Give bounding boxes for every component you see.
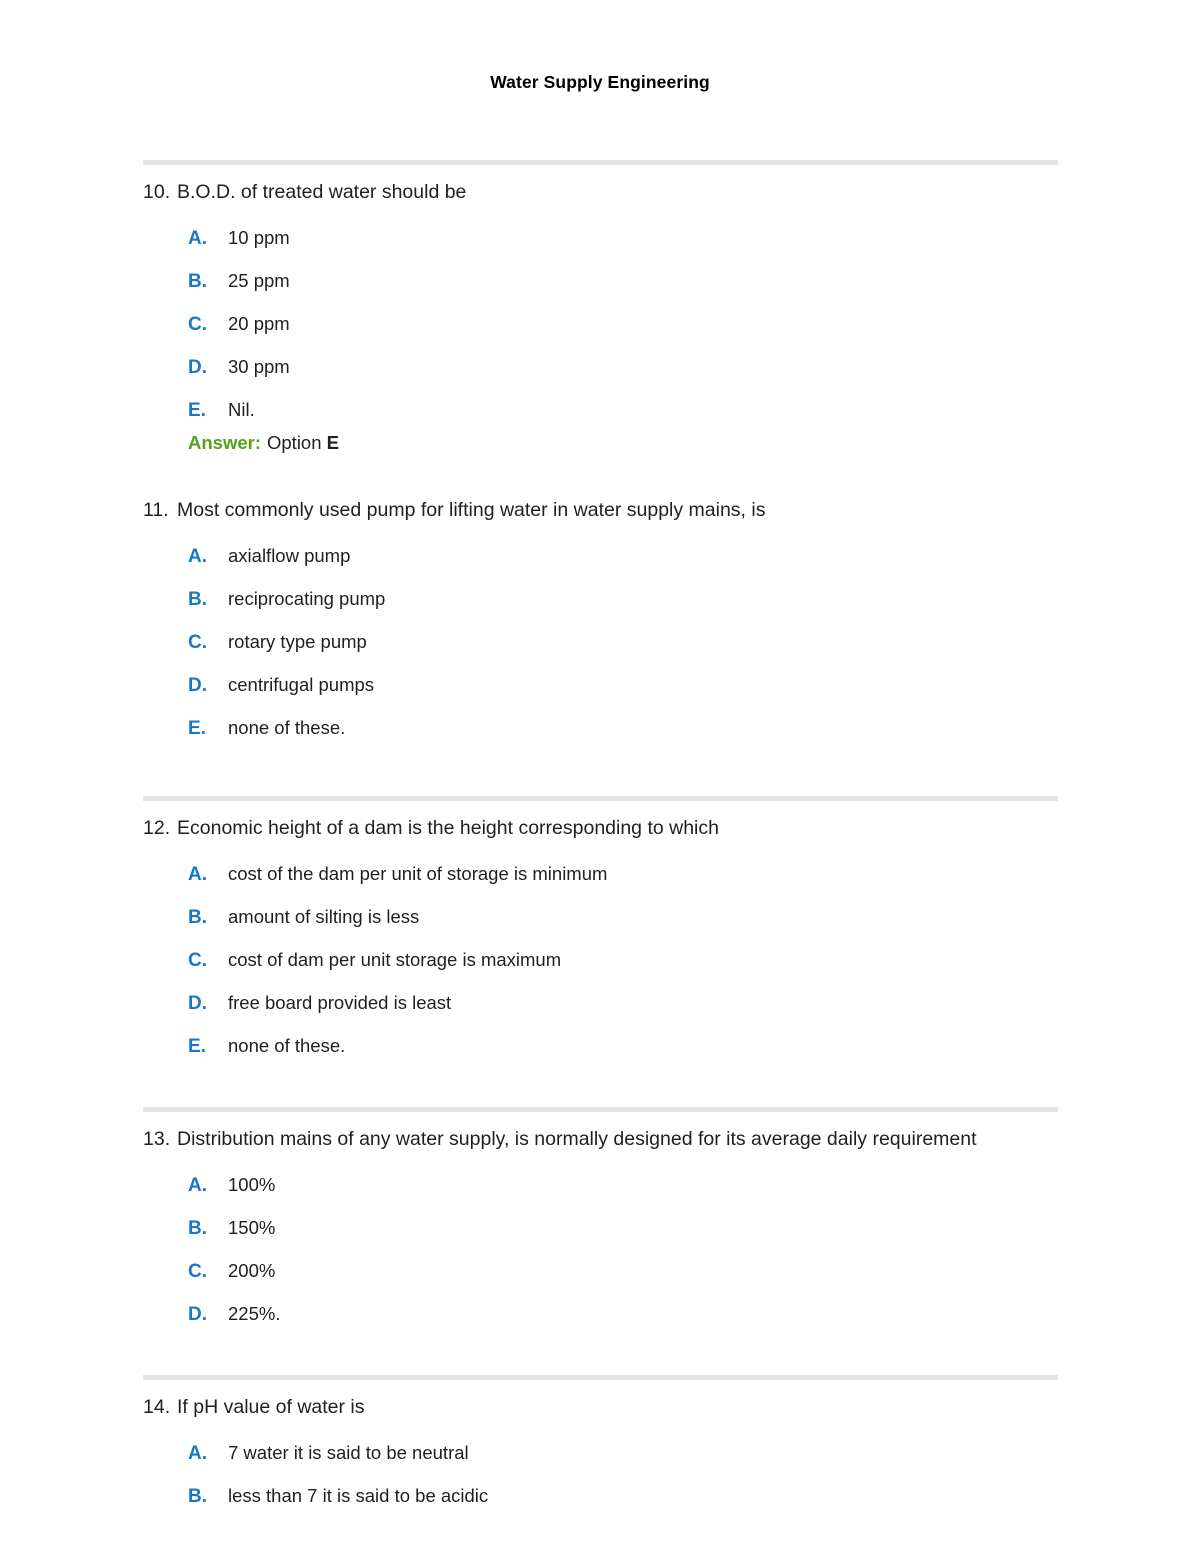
question-block-10 [143, 160, 1058, 483]
question-text: Economic height of a dam is the height corresponding to which [177, 817, 719, 839]
option-text: free board provided is least [228, 992, 452, 1013]
option-letter: C. [188, 950, 207, 971]
question-list [0, 92, 1200, 1509]
question-block-14 [143, 1375, 1058, 1509]
option-item[interactable] [143, 208, 1058, 251]
option-text: less than 7 it is said to be acidic [228, 1485, 489, 1506]
option-letter: B. [188, 1218, 207, 1239]
option-letter: E. [188, 400, 206, 421]
option-item[interactable] [143, 1198, 1058, 1241]
option-list [143, 844, 1058, 1059]
option-text: 7 water it is said to be neutral [228, 1442, 469, 1463]
block-spacer [143, 741, 1058, 796]
option-letter: B. [188, 589, 207, 610]
question-number: 12. [143, 817, 171, 839]
question-block-13 [143, 1107, 1058, 1375]
option-letter: B. [188, 907, 207, 928]
option-item[interactable] [143, 1016, 1058, 1059]
option-item[interactable] [143, 380, 1058, 423]
question-number: 13. [143, 1128, 171, 1150]
option-item[interactable] [143, 1466, 1058, 1509]
question-text: B.O.D. of treated water should be [177, 181, 467, 203]
option-letter: A. [188, 864, 207, 885]
option-letter: A. [188, 546, 207, 567]
question-text: Most commonly used pump for lifting water in water supply mains, is [177, 499, 766, 521]
option-text: Nil. [228, 399, 255, 420]
option-item[interactable] [143, 844, 1058, 887]
block-spacer [143, 1059, 1058, 1107]
option-text: cost of dam per unit storage is maximum [228, 949, 562, 970]
option-text: centrifugal pumps [228, 674, 375, 695]
option-text: none of these. [228, 717, 346, 738]
option-text: axialflow pump [228, 545, 351, 566]
option-item[interactable] [143, 337, 1058, 380]
option-item[interactable] [143, 930, 1058, 973]
block-spacer [143, 1327, 1058, 1375]
option-item[interactable] [143, 655, 1058, 698]
option-item[interactable] [143, 526, 1058, 569]
answer-row [188, 423, 1058, 455]
option-item[interactable] [143, 1155, 1058, 1198]
option-item[interactable] [143, 1241, 1058, 1284]
option-letter: E. [188, 718, 206, 739]
answer-prefix: Option [267, 432, 322, 453]
option-letter: A. [188, 228, 207, 249]
option-text: 150% [228, 1217, 276, 1238]
title-spacer [143, 92, 1058, 160]
page-title: Water Supply Engineering [490, 72, 710, 92]
question-number: 11. [143, 499, 169, 521]
option-letter: B. [188, 1486, 207, 1507]
option-text: reciprocating pump [228, 588, 386, 609]
option-letter: C. [188, 1261, 207, 1282]
option-letter: A. [188, 1175, 207, 1196]
option-item[interactable] [143, 1284, 1058, 1327]
option-text: 10 ppm [228, 227, 290, 248]
option-list [143, 1155, 1058, 1327]
option-item[interactable] [143, 251, 1058, 294]
question-heading [143, 483, 1058, 526]
question-block-12 [143, 796, 1058, 1107]
option-letter: D. [188, 1304, 207, 1325]
option-letter: D. [188, 675, 207, 696]
option-item[interactable] [143, 887, 1058, 930]
option-letter: D. [188, 993, 207, 1014]
option-text: amount of silting is less [228, 906, 420, 927]
option-item[interactable] [143, 698, 1058, 741]
question-heading [143, 1112, 1058, 1155]
question-number: 14. [143, 1396, 171, 1418]
option-letter: C. [188, 632, 207, 653]
option-item[interactable] [143, 569, 1058, 612]
question-heading [143, 165, 1058, 208]
option-letter: D. [188, 357, 207, 378]
option-list [143, 526, 1058, 741]
question-heading [143, 801, 1058, 844]
question-heading [143, 1380, 1058, 1423]
option-list [143, 208, 1058, 423]
question-number: 10. [143, 181, 171, 203]
answer-label: Answer: [188, 432, 261, 453]
option-text: 30 ppm [228, 356, 290, 377]
option-text: 200% [228, 1260, 276, 1281]
option-list [143, 1423, 1058, 1509]
question-text: If pH value of water is [177, 1396, 365, 1418]
option-letter: B. [188, 271, 207, 292]
option-text: cost of the dam per unit of storage is minimum [228, 863, 608, 884]
option-letter: C. [188, 314, 207, 335]
option-item[interactable] [143, 1423, 1058, 1466]
option-text: rotary type pump [228, 631, 367, 652]
option-text: 20 ppm [228, 313, 290, 334]
option-text: 100% [228, 1174, 276, 1195]
answer-option: E [326, 432, 339, 453]
question-block-11 [143, 483, 1058, 796]
option-text: 25 ppm [228, 270, 290, 291]
option-item[interactable] [143, 294, 1058, 337]
option-letter: A. [188, 1443, 207, 1464]
option-item[interactable] [143, 612, 1058, 655]
option-item[interactable] [143, 973, 1058, 1016]
option-text: 225%. [228, 1303, 281, 1324]
option-letter: E. [188, 1036, 206, 1057]
option-text: none of these. [228, 1035, 346, 1056]
answer-value [267, 430, 339, 455]
block-spacer [143, 455, 1058, 483]
question-text: Distribution mains of any water supply, is normally designed for its average daily requirement [177, 1128, 977, 1150]
